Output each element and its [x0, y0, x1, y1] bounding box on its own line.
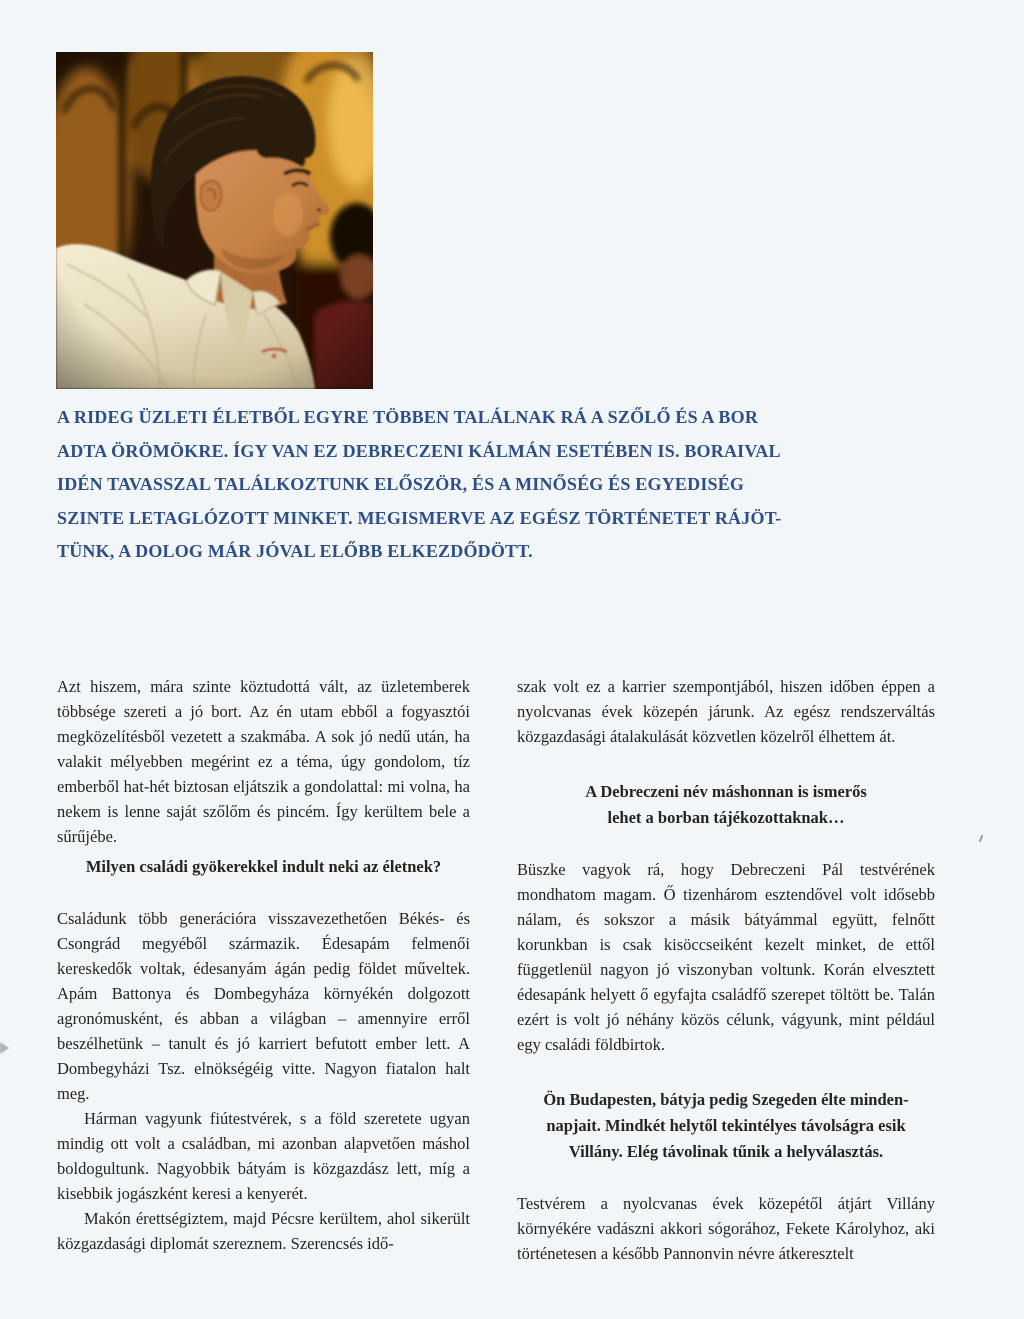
body-paragraph: Büszke vagyok rá, hogy Debreczeni Pál testvérének mondhatom magam. Ő tizenhárom esztendővel volt idősebb nálam, és sokszor a másik bátyámmal együtt, felnőtt korunkban is csak kisöccseiként kezelt minket, de ettől függetlenül nagyon jó viszonyban voltunk. Korán elvesztett édesapánk helyett ő egyfajta családfő szerepet töltött be. Talán ezért is volt jó néhány közös célunk, vágyunk, mint például egy családi földbirtok. [517, 860, 935, 1054]
interview-question [57, 854, 470, 880]
intro-lead [57, 401, 781, 569]
intro-line: ADTA ÖRÖMÖKRE. ÍGY VAN EZ DEBRECZENI KÁLMÁN ESETÉBEN IS. BORAIVAL [57, 440, 781, 461]
intro-line: SZINTE LETAGLÓZOTT MINKET. MEGISMERVE AZ EGÉSZ TÖRTÉNETET RÁJÖT- [57, 507, 782, 528]
body-paragraph: Makón érettségiztem, majd Pécsre kerültem, ahol sikerült közgazdasági diplomát szereznem. Szerencsés idő- [57, 1209, 470, 1253]
body-paragraph: Családunk több generációra visszavezethetően Békés- és Csongrád megyéből származik. Édesapám felmenői kereskedők voltak, édesanyám ágán pedig földet műveltek. Apám Battonya és Dombegyháza környékén dolgozott agronómusként, és abban a világban – amennyire erről beszélhetünk – tanult és jó karriert befutott ember lett. A Dombegyházi Tsz. elnökségéig vitte. Nagyon fiatalon halt meg. [57, 909, 470, 1103]
question-line: lehet a borban tájékozottaknak… [607, 808, 845, 827]
interview-question [517, 1087, 935, 1165]
column-right [517, 674, 935, 1266]
intro-line: A RIDEG ÜZLETI ÉLETBŐL EGYRE TÖBBEN TALÁLNAK RÁ A SZŐLŐ ÉS A BOR [57, 407, 759, 427]
interview-question [517, 779, 935, 831]
portrait-photo-art [56, 52, 373, 389]
question-line: Milyen családi gyökerekkel indult neki az életnek? [85, 857, 442, 876]
portrait-photo [56, 52, 373, 389]
scan-artifact-tick [979, 835, 983, 842]
body-paragraph: Hárman vagyunk fiútestvérek, s a föld szeretete ugyan mindig ott volt a családban, mi azonban alapvetően máshol boldogultunk. Nagyobbik bátyám is közgazdász lett, míg a kisebbik jogászként keresi a kenyerét. [57, 1109, 470, 1203]
body-paragraph: szak volt ez a karrier szempontjából, hiszen időben éppen a nyolcvanas évek közepén járunk. Az egész rendszerváltás közgazdasági átalakulását közvetlen közelről élhettem át. [517, 677, 935, 746]
question-line: napjait. Mindkét helytől tekintélyes távolságra esik [546, 1116, 906, 1135]
body-paragraph: Azt hiszem, mára szinte köztudottá vált, az üzletemberek többsége szereti a jó bort. Az én utam ebből a fogyasztói megközelítésből vezetett a szakmába. A sok jó nedű után, ha valakit mélyebben megérint ez a téma, úgy gondolom, tíz emberből hat-hét biztosan eljátszik a gondolattal: mi volna, ha nekem is lenne saját szőlőm és pincém. Így kerültem bele a sűrűjébe. [57, 677, 470, 846]
question-line: A Debreczeni név máshonnan is ismerős [585, 782, 867, 801]
body-paragraph: Testvérem a nyolcvanas évek közepétől átjárt Villány környékére vadászni akkori sógorához, Fekete Károlyhoz, aki történetesen a később Pannonvin névre átkeresztelt [517, 1194, 935, 1263]
intro-line: IDÉN TAVASSZAL TALÁLKOZTUNK ELŐSZÖR, ÉS A MINŐSÉG ÉS EGYEDISÉG [57, 474, 745, 494]
scan-artifact-chevron [0, 1042, 9, 1054]
column-left [57, 674, 470, 1256]
question-line: Ön Budapesten, bátyja pedig Szegeden élte minden- [543, 1090, 909, 1109]
intro-line: TÜNK, A DOLOG MÁR JÓVAL ELŐBB ELKEZDŐDÖTT. [57, 541, 533, 561]
question-line: Villány. Elég távolinak tűnik a helyválasztás. [568, 1142, 884, 1161]
